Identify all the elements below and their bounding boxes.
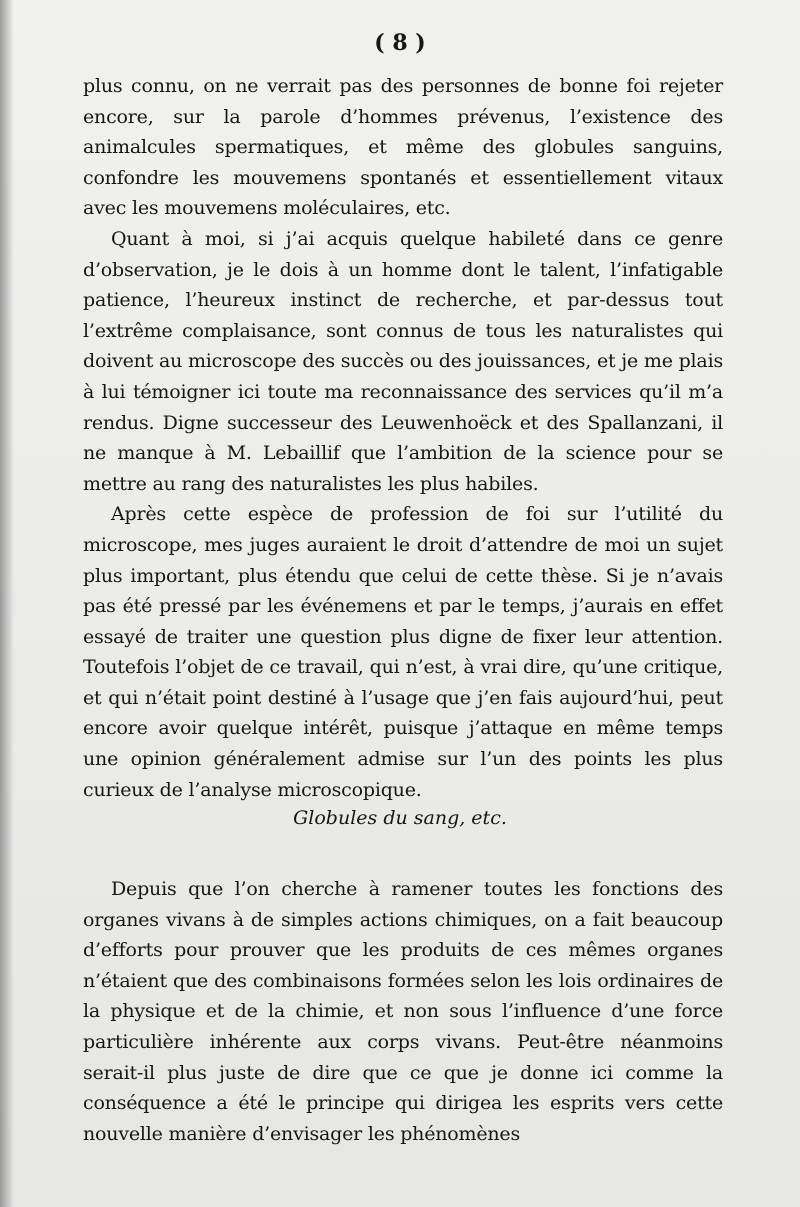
- paragraph-continuation: plus connu, on ne verrait pas des personnes de bonne foi rejeter encore, sur la parole d’hommes prévenus, l’existence des animalcules spermatiques, et même des globules sanguins, confondre les mouvemens spontanés et essentiellement vitaux avec les mouvemens moléculaires, etc.: [83, 75, 723, 220]
- text-block-lower: [83, 874, 723, 1149]
- section-heading: Globules du sang, etc.: [293, 807, 507, 829]
- page-number: ( 8 ): [374, 30, 426, 56]
- paragraph-profession-de-foi: Après cette espèce de profession de foi sur l’utilité du microscope, mes juges auraient le droit d’attendre de moi un sujet plus important, plus étendu que celui de cette thèse. Si je n’avais pas été pressé par les événemens et par le temps, j’aurais en effet essayé de traiter une question plus digne de fixer leur attention. Toutefois l’objet de ce travail, qui n’est, à vrai dire, qu’une critique, et qui n’était point destiné à l’usage que j’en fais aujourd’hui, peut encore avoir quelque intérêt, puisque j’attaque en même temps une opinion généralement admise sur l’un des points les plus curieux de l’analyse microscopique.: [83, 503, 723, 801]
- text-block-upper: [83, 71, 723, 805]
- paragraph-fonctions-organes: Depuis que l’on cherche à ramener toutes les fonctions des organes vivans à de simples actions chimiques, on a fait beaucoup d’efforts pour prouver que les produits de ces mêmes organes n’étaient que des combinaisons formées selon les lois ordinaires de la physique et de la chimie, et non sous l’influence d’une force particulière inhérente aux corps vivans. Peut-être néanmoins serait-il plus juste de dire que ce que je donne ici comme la conséquence a été le principe qui dirigea les esprits vers cette nouvelle manière d’envisager les phénomènes: [83, 878, 723, 1145]
- paragraph-lebaillif: Quant à moi, si j’ai acquis quelque habileté dans ce genre d’observation, je le dois à un homme dont le talent, l’infatigable patience, l’heureux instinct de recherche, et par-dessus tout l’extrême complaisance, sont connus de tous les naturalistes qui doivent au microscope des succès ou des jouissances, et je me plais à lui témoigner ici toute ma reconnaissance des services qu’il m’a rendus. Digne successeur des Leuwenhoëck et des Spallanzani, il ne manque à M. Lebaillif que l’ambition de la science pour se mettre au rang des naturalistes les plus habiles.: [83, 227, 723, 495]
